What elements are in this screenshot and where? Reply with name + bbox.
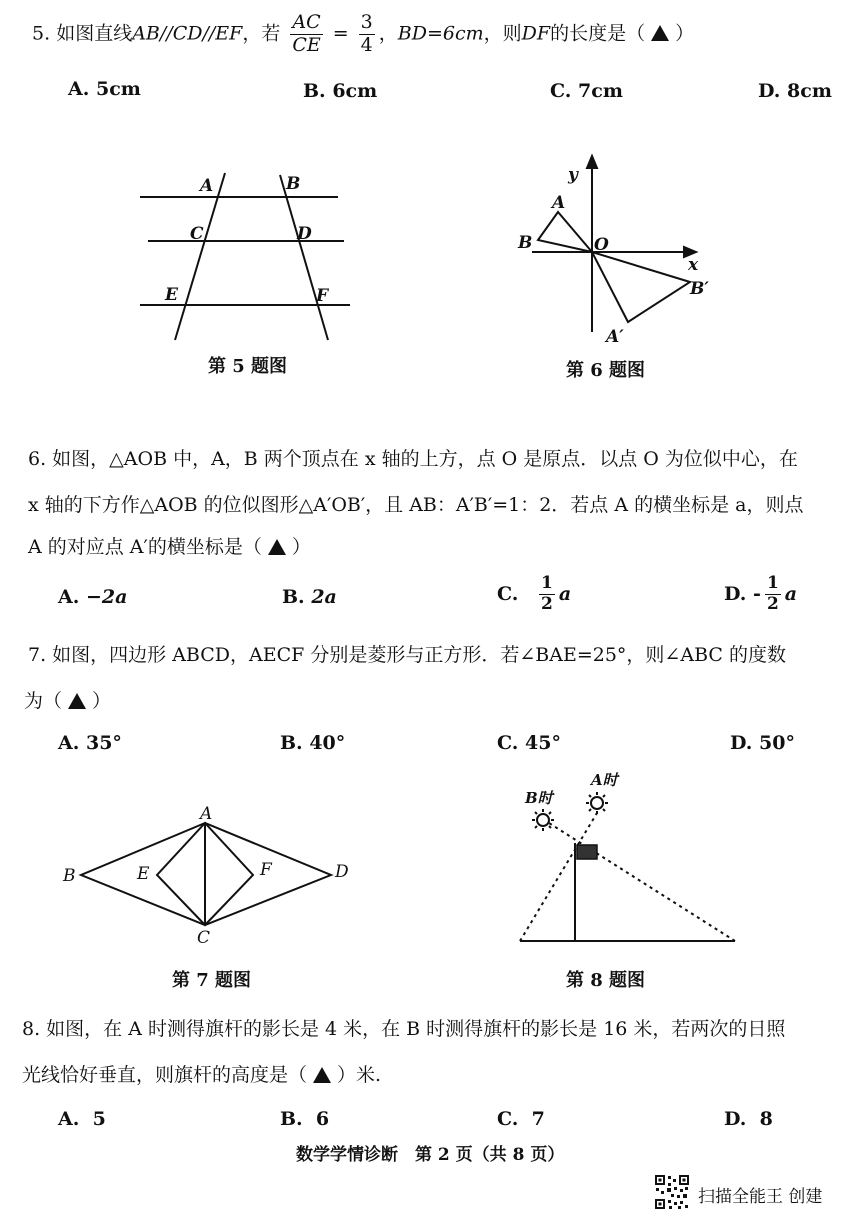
transversal-left [175, 173, 225, 340]
answer-blank-triangle-icon [313, 1067, 331, 1083]
label-a: A [552, 193, 566, 213]
q5-option-b: B. 6cm [303, 80, 378, 102]
qr-code-icon [654, 1174, 690, 1210]
question-7-line-1: 7. 如图，四边形 ABCD，AECF 分别是菱形与正方形．若∠BAE=25°，则∠ABC 的度数 [28, 644, 786, 666]
y-axis-arrow-icon [587, 156, 597, 168]
answer-blank-triangle-icon [651, 25, 669, 41]
label-a: A [200, 176, 214, 196]
q8-option-b: B. 6 [280, 1108, 330, 1130]
q8-option-c: C. 7 [497, 1108, 545, 1130]
figure-6-coordinate-plane [510, 152, 725, 352]
q7-option-c: C. 45° [497, 732, 561, 754]
flag-icon [577, 845, 597, 859]
label-d: D [297, 224, 312, 244]
q6-option-a: A. −2a [58, 586, 128, 608]
q5-option-a: A. 5cm [68, 78, 141, 100]
q7-option-d: D. 50° [730, 732, 795, 754]
q5-option-c: C. 7cm [550, 80, 623, 102]
label-c: C [190, 224, 204, 244]
question-number: 5. [32, 22, 51, 45]
triangle-a-prime-o-b-prime [592, 252, 690, 322]
q5-option-d: D. 8cm [758, 80, 832, 102]
figure-5-caption: 第 5 题图 [208, 356, 288, 377]
question-6-line-1: 6. 如图，△AOB 中，A，B 两个顶点在 x 轴的上方，点 O 是原点．以点 O 为位似中心，在 [28, 448, 798, 470]
label-e: E [165, 285, 178, 305]
q6-option-c: C. $\frac{1}{2}$ a [497, 573, 572, 614]
q6-option-b: B. 2a [282, 586, 337, 608]
question-6-line-3: A 的对应点 A′的横坐标是（ ） [28, 536, 311, 558]
label-a-prime: A′ [606, 327, 624, 347]
q7-option-b: B. 40° [280, 732, 346, 754]
scanner-watermark: 扫描全能王 创建 [698, 1187, 823, 1207]
label-o: O [594, 235, 609, 255]
question-8-line-1: 8. 如图，在 A 时测得旗杆的影长是 4 米，在 B 时测得旗杆的影长是 16 米，若两次的日照 [22, 1018, 786, 1040]
label-a: A [200, 805, 213, 824]
fraction-three-quarters: $\frac{3}{4}$ [360, 11, 373, 56]
question-8-line-2: 光线恰好垂直，则旗杆的高度是（ ）米. [22, 1064, 382, 1086]
label-b-time: B时 [525, 789, 553, 807]
label-b: B [518, 233, 533, 253]
sun-b-icon [532, 809, 554, 831]
figure-6-caption: 第 6 题图 [566, 360, 646, 381]
figure-8-caption: 第 8 题图 [566, 970, 646, 991]
question-5-stem: 5. 如图直线AB//CD//EF，若 $\frac{AC}{CE}$ = $\frac{3}{4}$ ，BD=6cm，则DF的长度是（ ） [32, 11, 695, 56]
answer-blank-triangle-icon [68, 693, 86, 709]
sun-ray-a [520, 813, 597, 941]
label-b: B [63, 866, 76, 886]
label-f: F [316, 286, 329, 306]
label-b: B [286, 174, 301, 194]
label-d: D [335, 862, 349, 882]
page-footer: 数学学情诊断 第 2 页（共 8 页） [296, 1145, 565, 1165]
figure-7-caption: 第 7 题图 [172, 970, 252, 991]
figure-8-flagpole-shadow [505, 765, 750, 950]
q6-option-d: D. - $\frac{1}{2}$ a [724, 573, 798, 614]
transversal-right [280, 175, 328, 340]
sun-ray-b [549, 823, 735, 941]
q8-option-d: D. 8 [724, 1108, 773, 1130]
label-y: y [568, 165, 578, 185]
figure-7-rhombus-square [55, 805, 365, 950]
q8-option-a: A. 5 [58, 1108, 106, 1130]
label-f: F [260, 860, 272, 880]
triangle-aob [538, 212, 592, 252]
label-b-prime: B′ [690, 279, 709, 299]
label-c: C [197, 928, 211, 948]
sun-a-icon [586, 792, 608, 814]
label-x: x [688, 255, 699, 275]
question-6-line-2: x 轴的下方作△AOB 的位似图形△A′OB′，且 AB：A′B′=1：2．若点 A 的横坐标是 a，则点 [28, 494, 804, 516]
q7-option-a: A. 35° [58, 732, 122, 754]
label-e: E [137, 864, 150, 884]
answer-blank-triangle-icon [268, 539, 286, 555]
fraction-ac-ce: $\frac{AC}{CE}$ [292, 11, 321, 56]
figure-5-parallel-lines [130, 165, 360, 350]
question-7-line-2: 为（ ） [24, 690, 112, 712]
label-a-time: A时 [591, 771, 618, 789]
